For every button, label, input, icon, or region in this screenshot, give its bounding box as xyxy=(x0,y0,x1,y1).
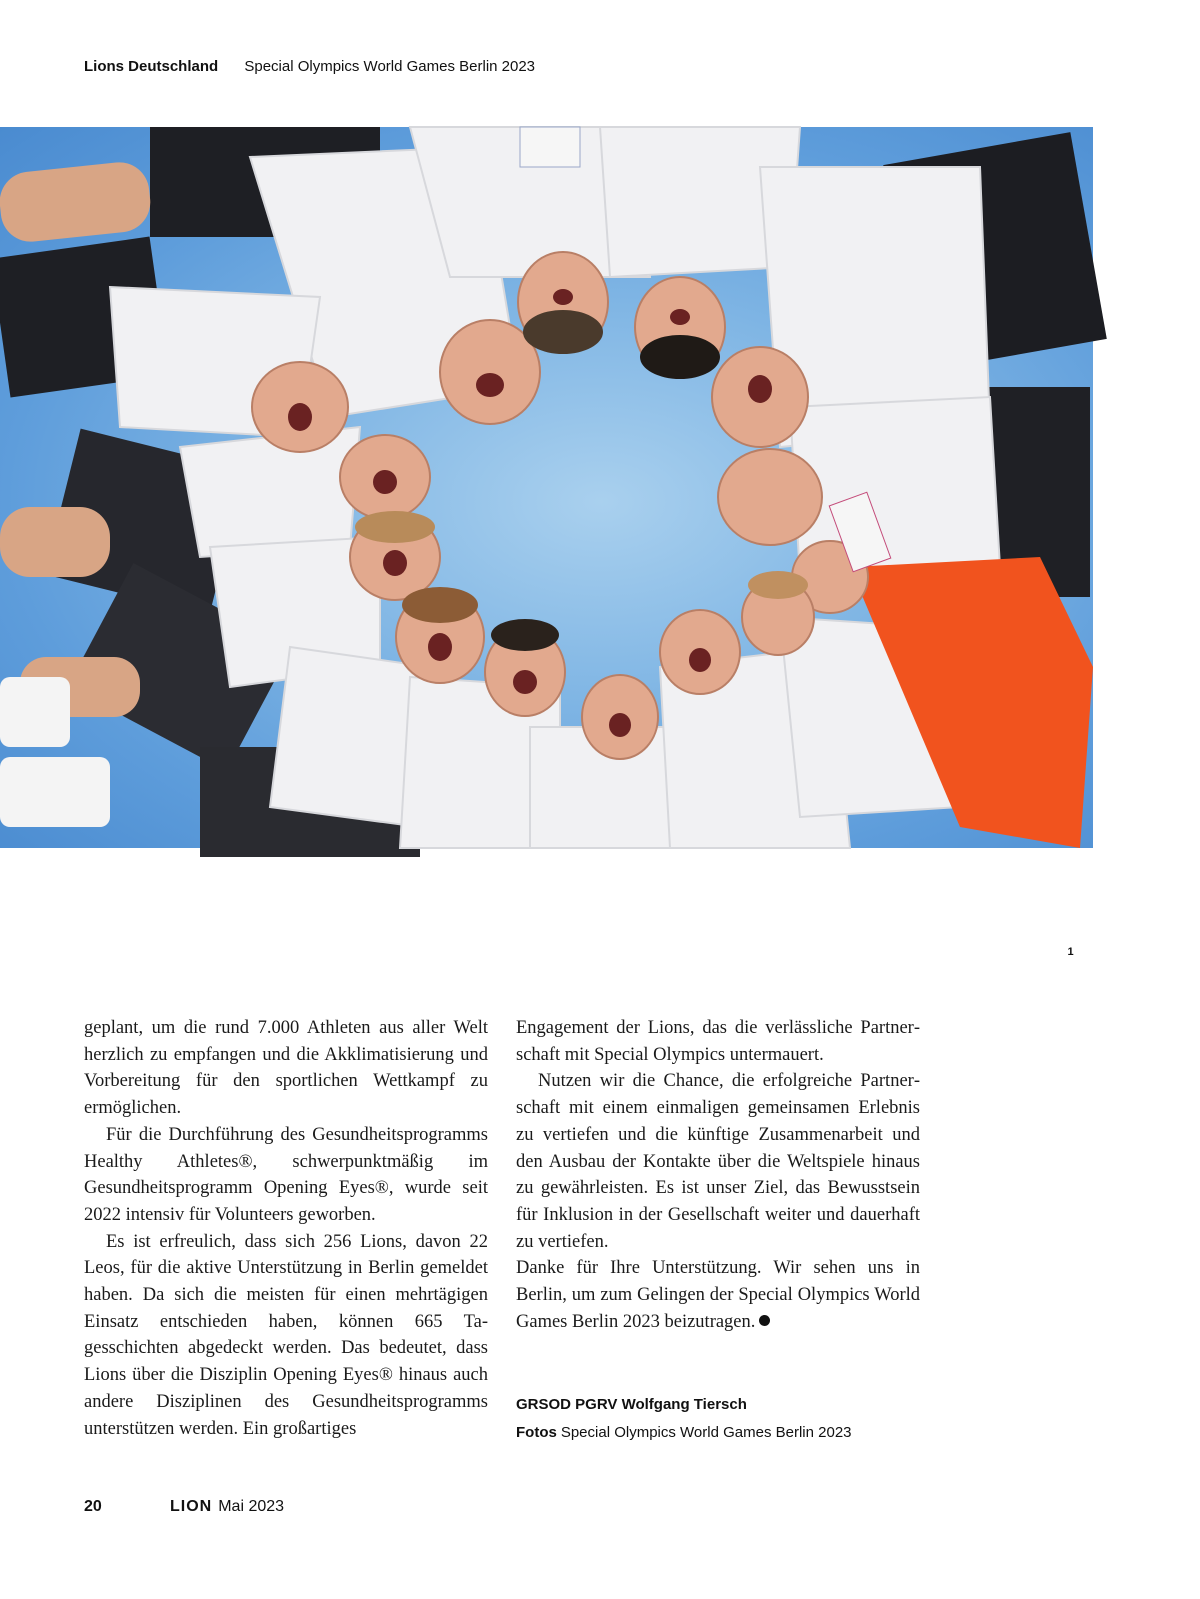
author-line: GRSOD PGRV Wolfgang Tiersch xyxy=(516,1396,747,1413)
article-credits xyxy=(516,1391,852,1447)
article-column-right xyxy=(516,1015,920,1335)
paragraph: geplant, um die rund 7.000 Athleten aus aller Welt herzlich zu empfangen und die Akklimatisierung und Vorbereitung für den sportlichen Wettkampf zu ermöglichen. xyxy=(84,1018,488,1119)
header-topic: Special Olympics World Games Berlin 2023 xyxy=(244,58,536,75)
paragraph: Engagement der Lions, das die verlässliche Partnerschaft mit Special Olympics untermauert. xyxy=(516,1018,920,1065)
paragraph: Nutzen wir die Chance, die erfolgreiche Partnerschaft mit einem einmaligen gemeinsamen Erlebnis zu vertiefen und die künftige Zusammenarbeit und den Ausbau der Kontakte über die Weltspiele hinaus zu gewährleisten. Es ist unser Ziel, das Bewusstsein für Inklusion in der Gesellschaft weiter und dauerhaft zu vertiefen. xyxy=(516,1071,920,1252)
page-number: 20 xyxy=(84,1498,102,1515)
article-column-left xyxy=(84,1015,488,1442)
photo-credit-label: Fotos xyxy=(516,1424,557,1441)
photo-illustration xyxy=(0,127,1093,848)
lion-end-mark-icon xyxy=(759,1315,770,1326)
team-huddle-photo xyxy=(0,127,1093,958)
closing-text: Danke für Ihre Unterstützung. Wir sehen uns in Berlin, um zum Gelingen der Special Olympics World Games Berlin 2023 beizutragen. xyxy=(516,1258,920,1332)
paragraph: Es ist erfreulich, dass sich 256 Lions, davon 22 Leos, für die aktive Unterstützung in Berlin gemeldet haben. Da sich die meisten für einen mehrtägigen Einsatz entschieden haben, können 665 Tagesschichten abgedeckt werden. Das bedeutet, dass Lions über die Disziplin Opening Eyes® hinaus auch andere Disziplinen des Gesundheitsprogramms unterstützen werden. Ein großartiges xyxy=(84,1231,488,1439)
photo-credit-line xyxy=(516,1419,852,1447)
photo-number-badge: 1 xyxy=(1062,944,1079,961)
magazine-name: LION xyxy=(170,1498,213,1515)
paragraph: Für die Durchführung des Gesundheitsprogramms Healthy Athletes®, schwerpunktmäßig im Gesundheitsprogramm Opening Eyes®, wurde seit 2022 intensiv für Volunteers geworben. xyxy=(84,1124,488,1225)
photo-credit-value: Special Olympics World Games Berlin 2023 xyxy=(560,1424,852,1441)
running-header xyxy=(84,58,535,75)
closing-paragraph xyxy=(516,1255,920,1335)
header-section: Lions Deutschland xyxy=(84,58,219,75)
page-footer xyxy=(84,1498,284,1516)
issue-date: Mai 2023 xyxy=(218,1498,285,1515)
